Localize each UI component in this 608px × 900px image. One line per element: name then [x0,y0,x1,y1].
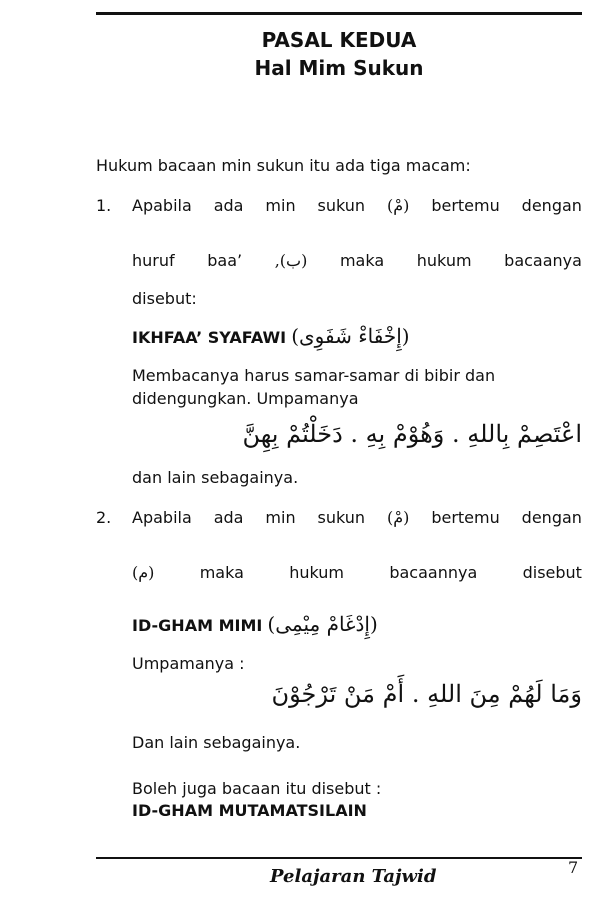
item1-desc2: didengungkan. Umpamanya [132,389,359,408]
item2-alt-text: Boleh juga bacaan itu disebut : [132,779,382,798]
item1-line2 [132,251,582,271]
item2-term-line [132,614,378,636]
word: min [265,196,296,215]
item1-term-line [132,326,410,348]
chapter-subtitle: Hal Mim Sukun [254,56,424,80]
word: maka [199,563,244,582]
word: dengan [521,196,582,215]
word: sukun [317,196,366,215]
word: bacaannya [389,563,478,582]
ikhfaa-term: IKHFAA’ SYAFAWI [132,328,287,347]
idgham-mimi-term-arabic: (إِدْغَامْ مِيْمِى) [267,612,378,636]
item2-line1 [132,508,582,528]
item2-number: 2. [96,508,112,527]
word: Apabila [132,508,192,527]
arabic-baa: (ب), [274,251,308,270]
top-rule [96,12,582,15]
item1-desc1: Membacanya harus samar-samar di bibir dan [132,366,496,385]
word: hukum [289,563,345,582]
arabic-mim: (م) [132,563,155,582]
idgham-mimi-term: ID-GHAM MIMI [132,616,263,635]
page-number: 7 [568,858,579,877]
word: Apabila [132,196,192,215]
item1-closing: dan lain sebagainya. [132,468,299,487]
word: ada [213,196,244,215]
word: sukun [317,508,366,527]
word: disebut [522,563,582,582]
chapter-title: PASAL KEDUA [261,28,417,52]
word: bertemu [431,508,500,527]
word: min [265,508,296,527]
item1-line3: disebut: [132,289,197,308]
arabic-mim-sukun: (مْ) [386,196,410,215]
word: hukum [416,251,472,270]
bottom-rule [96,857,582,859]
item1-number: 1. [96,196,112,215]
item1-line1 [132,196,582,216]
intro-text: Hukum bacaan min sukun itu ada tiga macam: [96,156,471,175]
item2-closing: Dan lain sebagainya. [132,733,301,752]
item2-line2 [132,563,582,583]
item2-umpamanya: Umpamanya : [132,654,245,673]
book-title-footer: Pelajaran Tajwid [270,866,437,887]
ikhfaa-term-arabic: (إِخْفَاءْ شَفَوِى) [291,324,410,348]
word: bertemu [431,196,500,215]
arabic-mim-sukun: (مْ) [386,508,410,527]
word: baa’ [207,251,243,270]
item2-example-arabic: وَمَا لَهُمْ مِنَ اللهِ . أَمْ مَنْ تَرْجُوْنَ [271,680,582,708]
word: huruf [132,251,175,270]
item1-example-arabic: اعْتَصِمْ بِاللهِ . وَهُوْمْ بِهِ . دَخَلْتُمْ بِهِنَّ [242,420,582,448]
word: maka [339,251,385,270]
item2-alt-term: ID-GHAM MUTAMATSILAIN [132,801,367,820]
word: bacaanya [504,251,582,270]
word: ada [213,508,244,527]
word: dengan [521,508,582,527]
